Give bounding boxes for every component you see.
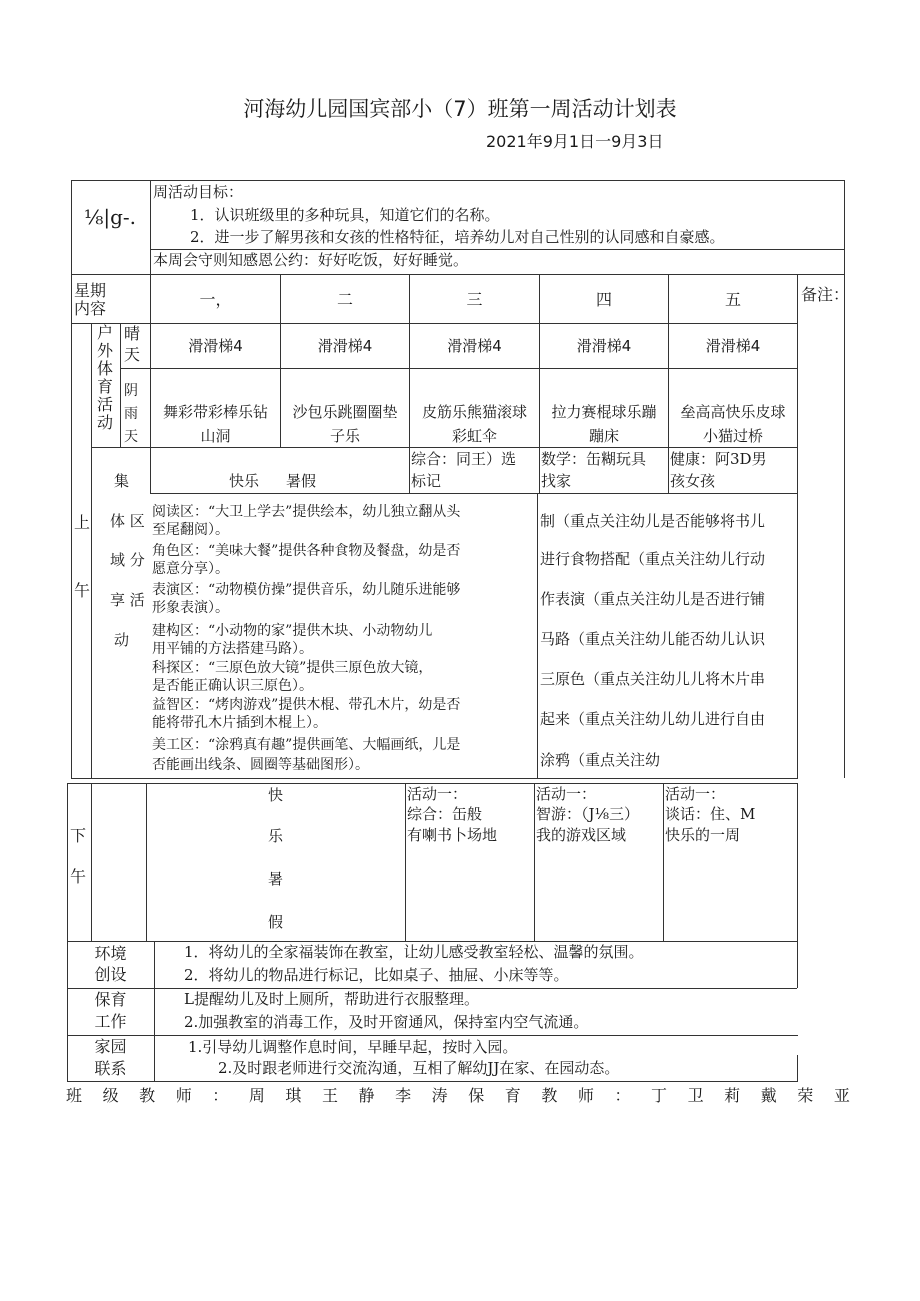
- date-range: 2021年9月1日一9月3日: [486, 132, 664, 151]
- remark-header: 备注：: [801, 285, 850, 304]
- corner-top: 星期: [74, 281, 107, 300]
- sunny-tue: 滑滑梯4: [317, 337, 373, 355]
- weekly-rule: 本周会守则知感恩公约：好好吃饭，好好睡觉。: [153, 251, 469, 269]
- sunny-fri: 滑滑梯4: [705, 337, 761, 355]
- sunny-mon: 滑滑梯4: [188, 337, 243, 355]
- day-thu: 四: [595, 290, 612, 309]
- afternoon-label-2: 午: [70, 867, 87, 886]
- page-title: 河海幼儿园国宾部小（7）班第一周活动计划表: [243, 97, 677, 121]
- morning-label-2: 午: [74, 581, 91, 600]
- goal-item-2: 2．进一步了解男孩和女孩的性格特征，培养幼儿对自己性别的认同感和自豪感。: [190, 228, 725, 246]
- goals-stamp: ⅛|g-.: [84, 205, 137, 229]
- corner-bottom: 内容: [74, 299, 107, 318]
- morning-label-1: 上: [74, 513, 91, 532]
- day-wed: 三: [466, 290, 483, 309]
- day-fri: 五: [724, 290, 741, 309]
- day-tue: 二: [336, 290, 353, 309]
- sunny-thu: 滑滑梯4: [576, 337, 632, 355]
- day-mon: 一，: [199, 290, 232, 309]
- afternoon-label-1: 下: [70, 826, 87, 845]
- goals-label: 周活动目标：: [153, 183, 244, 201]
- footer-teachers: 班 级 教 师 ： 周 琪 王 静 李 涛 保 育 教 师 ： 丁 卫 莉 戴 荣 亚: [66, 1086, 850, 1105]
- goal-item-1: 1．认识班级里的多种玩具，知道它们的名称。: [190, 206, 500, 224]
- sunny-wed: 滑滑梯4: [447, 337, 502, 355]
